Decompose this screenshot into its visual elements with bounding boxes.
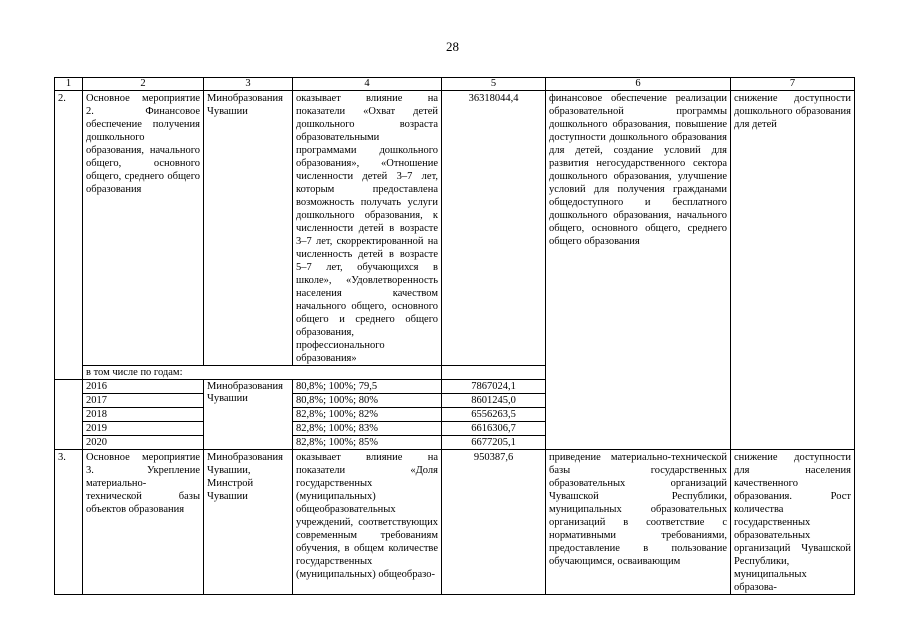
year-cell: 2019 bbox=[83, 422, 204, 436]
amount-cell: 7867024,1 bbox=[442, 380, 546, 394]
consequence-cell: снижение доступности для населения качественного образования. Рост количества государственных образовательных организаций Чувашской Республики, муниципальных образова- bbox=[731, 450, 855, 595]
result-cell: финансовое обеспечение реализации образовательной программы дошкольного образования, повышение доступности дошкольного образования для детей, создание условий для развития негосударственного сектора дошкольного образования, улучшение условий для получения гражданами общедоступного и бесплатного дошкольного образования, начального общего, основного общего, среднего общего образования bbox=[546, 91, 731, 450]
year-cell: 2016 bbox=[83, 380, 204, 394]
header-cell: 3 bbox=[204, 78, 293, 91]
header-cell: 6 bbox=[546, 78, 731, 91]
header-cell: 5 bbox=[442, 78, 546, 91]
page-number: 28 bbox=[446, 39, 459, 54]
indicators-cell: оказывает влияние на показатели «Охват детей дошкольного возраста образовательными программами дошкольного образования», «Отношение численности детей 3–7 лет, которым предоставлена возможность получать услуги дошкольного образования, к численности детей в возрасте 3–7 лет, скорректированной на численность детей в возрасте 5–7 лет, обучающихся в школе», «Удовлетворенность населения качеством начального общего, основного общего и среднего общего образования, профессионального образования» bbox=[293, 91, 442, 366]
indicators-cell: оказывает влияние на показатели «Доля государственных (муниципальных) общеобразовательных учреждений, соответствующих современным требованиям обучения, в общем количестве государственных (муниципальных) общеобразо- bbox=[293, 450, 442, 595]
table-row bbox=[55, 450, 855, 595]
year-cell: 2020 bbox=[83, 436, 204, 450]
indicators-cell: 82,8%; 100%; 83% bbox=[293, 422, 442, 436]
table-row bbox=[55, 91, 855, 366]
header-row bbox=[55, 78, 855, 91]
executor-cell: Минобразования Чувашии bbox=[204, 380, 293, 450]
indicators-cell: 82,8%; 100%; 85% bbox=[293, 436, 442, 450]
amount-cell: 950387,6 bbox=[442, 450, 546, 595]
amount-cell: 8601245,0 bbox=[442, 394, 546, 408]
header-cell: 4 bbox=[293, 78, 442, 91]
header-cell: 1 bbox=[55, 78, 83, 91]
amount-cell: 6616306,7 bbox=[442, 422, 546, 436]
row-number: 3. bbox=[55, 450, 83, 595]
header-cell: 2 bbox=[83, 78, 204, 91]
row-number bbox=[55, 380, 83, 450]
program-table bbox=[54, 77, 855, 595]
event-cell: Основное мероприятие 3. Укрепление материально-технической базы объектов образования bbox=[83, 450, 204, 595]
header-cell: 7 bbox=[731, 78, 855, 91]
by-years-label: в том числе по годам: bbox=[83, 366, 442, 380]
result-cell: приведение материально-технической базы государственных образовательных организаций Чувашской Республики, муниципальных образовательных организаций в соответствие с нормативными требованиями, предоставление в пользование обучающимся, осваивающим bbox=[546, 450, 731, 595]
indicators-cell: 82,8%; 100%; 82% bbox=[293, 408, 442, 422]
row-number: 2. bbox=[55, 91, 83, 380]
year-cell: 2018 bbox=[83, 408, 204, 422]
indicators-cell: 80,8%; 100%; 80% bbox=[293, 394, 442, 408]
year-cell: 2017 bbox=[83, 394, 204, 408]
indicators-cell: 80,8%; 100%; 79,5 bbox=[293, 380, 442, 394]
executor-cell: Минобразования Чувашии, Минстрой Чувашии bbox=[204, 450, 293, 595]
event-cell: Основное мероприятие 2. Финансовое обеспечение получения дошкольного образования, начального общего, основного общего, среднего общего образования bbox=[83, 91, 204, 366]
amount-cell: 6556263,5 bbox=[442, 408, 546, 422]
amount-cell: 6677205,1 bbox=[442, 436, 546, 450]
amount-cell bbox=[442, 366, 546, 380]
consequence-cell: снижение доступности дошкольного образования для детей bbox=[731, 91, 855, 450]
executor-cell: Минобразования Чувашии bbox=[204, 91, 293, 366]
amount-cell: 36318044,4 bbox=[442, 91, 546, 366]
